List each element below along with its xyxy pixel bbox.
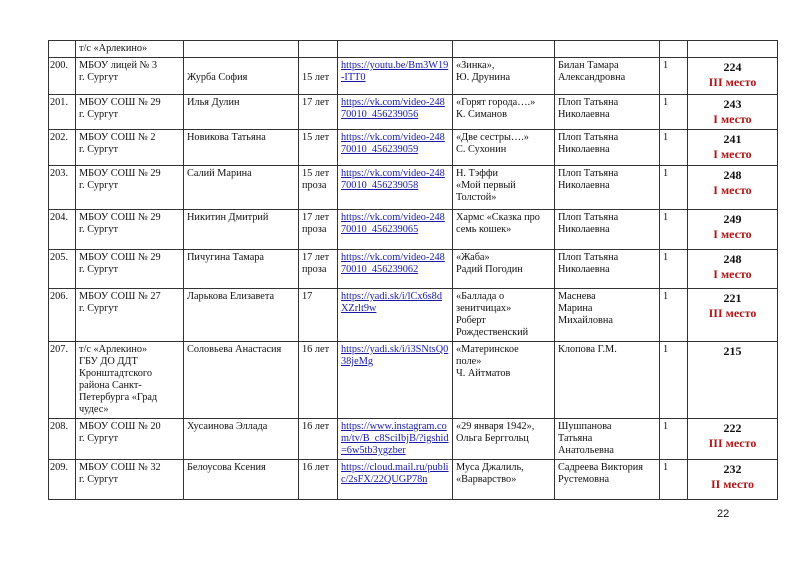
table-row	[49, 95, 778, 130]
count-cell: 1	[660, 289, 688, 342]
video-link[interactable]: https://vk.com/video-24870010_456239059	[341, 132, 445, 155]
row-number-cell: 202.	[49, 130, 76, 166]
teacher-cell: Билан Тамара Александровна	[555, 58, 660, 95]
participant-name-cell: Никитин Дмитрий	[184, 210, 299, 250]
work-title-cell: Муса Джалиль, «Варварство»	[453, 460, 555, 500]
count-cell: 1	[660, 130, 688, 166]
age-cell: 15 лет проза	[299, 166, 338, 210]
teacher-cell: Плоп Татьяна Николаевна	[555, 250, 660, 289]
age-cell: 15 лет	[299, 130, 338, 166]
score-value: 243	[723, 97, 742, 111]
video-link-cell	[338, 342, 453, 419]
place-label: I место	[713, 267, 752, 281]
score-value: 232	[723, 462, 742, 476]
table-row	[49, 419, 778, 460]
table-row	[49, 342, 778, 419]
count-cell: 1	[660, 419, 688, 460]
page-number: 22	[717, 508, 730, 520]
teacher-cell	[555, 41, 660, 58]
video-link[interactable]: https://vk.com/video-24870010_456239058	[341, 168, 445, 191]
work-title-cell: «Зинка», Ю. Друнина	[453, 58, 555, 95]
score-cell	[688, 41, 778, 58]
video-link[interactable]: https://www.instagram.com/tv/B_c8SciIbjB/?igshid=6w5tb3ygzber	[341, 421, 449, 456]
participant-name-cell: Соловьева Анастасия	[184, 342, 299, 419]
row-number-cell: 208.	[49, 419, 76, 460]
score-value: 215	[723, 344, 742, 358]
results-table	[48, 40, 778, 500]
organization-cell: МБОУ СОШ № 29 г. Сургут	[76, 250, 184, 289]
age-cell: 17 лет проза	[299, 210, 338, 250]
work-title-cell: «Баллада о зенитчицах» Роберт Рождественский	[453, 289, 555, 342]
row-number-cell: 205.	[49, 250, 76, 289]
video-link-cell	[338, 250, 453, 289]
row-number-cell: 200.	[49, 58, 76, 95]
age-cell: 16 лет	[299, 342, 338, 419]
work-title-cell	[453, 41, 555, 58]
participant-name-cell: Салий Марина	[184, 166, 299, 210]
count-cell	[660, 41, 688, 58]
table-row	[49, 250, 778, 289]
score-value: 222	[723, 421, 742, 435]
organization-cell: МБОУ СОШ № 29 г. Сургут	[76, 166, 184, 210]
video-link-cell	[338, 289, 453, 342]
teacher-cell: Клопова Г.М.	[555, 342, 660, 419]
participant-name-cell: Хусаинова Эллада	[184, 419, 299, 460]
row-number-cell: 201.	[49, 95, 76, 130]
row-number-cell: 204.	[49, 210, 76, 250]
score-cell	[688, 95, 778, 130]
organization-cell: т/с «Арлекино»	[76, 41, 184, 58]
video-link-cell	[338, 210, 453, 250]
work-title-cell: Н. Тэффи «Мой первый Толстой»	[453, 166, 555, 210]
participant-name-cell	[184, 41, 299, 58]
count-cell: 1	[660, 95, 688, 130]
participant-name-cell: Новикова Татьяна	[184, 130, 299, 166]
table-row	[49, 58, 778, 95]
place-label: III место	[708, 75, 757, 89]
work-title-cell: «Жаба» Радий Погодин	[453, 250, 555, 289]
video-link[interactable]: https://yadi.sk/i/lCx6s8dXZrlt9w	[341, 291, 442, 314]
organization-cell: МБОУ СОШ № 27 г. Сургут	[76, 289, 184, 342]
participant-name-cell: Белоусова Ксения	[184, 460, 299, 500]
score-value: 248	[723, 168, 742, 182]
place-label: III место	[708, 306, 757, 320]
score-cell	[688, 342, 778, 419]
score-value: 248	[723, 252, 742, 266]
count-cell: 1	[660, 250, 688, 289]
video-link-cell	[338, 460, 453, 500]
organization-cell: МБОУ СОШ № 29 г. Сургут	[76, 210, 184, 250]
participant-name-cell: Ларькова Елизавета	[184, 289, 299, 342]
teacher-cell: Плоп Татьяна Николаевна	[555, 210, 660, 250]
organization-cell: МБОУ СОШ № 29 г. Сургут	[76, 95, 184, 130]
table-row	[49, 210, 778, 250]
place-label: II место	[710, 477, 755, 491]
organization-cell: МБОУ лицей № 3 г. Сургут	[76, 58, 184, 95]
table-row	[49, 130, 778, 166]
count-cell: 1	[660, 166, 688, 210]
place-label: I место	[713, 227, 752, 241]
place-label: III место	[708, 436, 757, 450]
video-link[interactable]: https://cloud.mail.ru/public/2sFX/22QUGP78n	[341, 462, 449, 485]
score-value: 221	[723, 291, 742, 305]
video-link[interactable]: https://vk.com/video-24870010_456239056	[341, 97, 445, 120]
age-cell: 16 лет	[299, 460, 338, 500]
teacher-cell: Садреева Виктория Рустемовна	[555, 460, 660, 500]
place-label: I место	[713, 147, 752, 161]
score-cell	[688, 289, 778, 342]
place-label: I место	[713, 183, 752, 197]
age-cell: 16 лет	[299, 419, 338, 460]
count-cell: 1	[660, 342, 688, 419]
count-cell: 1	[660, 58, 688, 95]
count-cell: 1	[660, 210, 688, 250]
work-title-cell: «Материнское поле» Ч. Айтматов	[453, 342, 555, 419]
score-cell	[688, 250, 778, 289]
row-number-cell	[49, 41, 76, 58]
teacher-cell: Маснева Марина Михайловна	[555, 289, 660, 342]
score-cell	[688, 460, 778, 500]
age-cell	[299, 41, 338, 58]
work-title-cell: «Две сестры….» С. Сухонин	[453, 130, 555, 166]
video-link-cell	[338, 58, 453, 95]
video-link[interactable]: https://youtu.be/Bm3W19-ITT0	[341, 60, 449, 83]
participant-name-cell: Илья Дулин	[184, 95, 299, 130]
video-link-cell	[338, 130, 453, 166]
organization-cell: т/с «Арлекино» ГБУ ДО ДДТ Кронштадтского района Санкт- Петербурга «Град чудес»	[76, 342, 184, 419]
participant-name-cell: Журба София	[184, 58, 299, 95]
score-value: 224	[723, 60, 742, 74]
organization-cell: МБОУ СОШ № 32 г. Сургут	[76, 460, 184, 500]
video-link[interactable]: https://yadi.sk/i/i3SNtsQ038jeMg	[341, 344, 449, 367]
score-cell	[688, 210, 778, 250]
work-title-cell: Хармс «Сказка про семь кошек»	[453, 210, 555, 250]
score-cell	[688, 130, 778, 166]
video-link-cell	[338, 95, 453, 130]
score-cell	[688, 58, 778, 95]
work-title-cell: «29 января 1942», Ольга Берггольц	[453, 419, 555, 460]
table-row	[49, 289, 778, 342]
age-cell: 15 лет	[299, 58, 338, 95]
row-number-cell: 206.	[49, 289, 76, 342]
score-value: 249	[723, 212, 742, 226]
score-cell	[688, 419, 778, 460]
table-row	[49, 460, 778, 500]
video-link-cell	[338, 419, 453, 460]
video-link[interactable]: https://vk.com/video-24870010_456239065	[341, 212, 445, 235]
video-link-cell	[338, 166, 453, 210]
table-row	[49, 41, 778, 58]
teacher-cell: Шушпанова Татьяна Анатольевна	[555, 419, 660, 460]
table-row	[49, 166, 778, 210]
age-cell: 17	[299, 289, 338, 342]
count-cell: 1	[660, 460, 688, 500]
score-value: 241	[723, 132, 742, 146]
participant-name-cell: Пичугина Тамара	[184, 250, 299, 289]
teacher-cell: Плоп Татьяна Николаевна	[555, 95, 660, 130]
organization-cell: МБОУ СОШ № 2 г. Сургут	[76, 130, 184, 166]
video-link-cell	[338, 41, 453, 58]
organization-cell: МБОУ СОШ № 20 г. Сургут	[76, 419, 184, 460]
row-number-cell: 209.	[49, 460, 76, 500]
row-number-cell: 203.	[49, 166, 76, 210]
work-title-cell: «Горят города….» К. Симанов	[453, 95, 555, 130]
place-label: I место	[713, 112, 752, 126]
score-cell	[688, 166, 778, 210]
age-cell: 17 лет проза	[299, 250, 338, 289]
video-link[interactable]: https://vk.com/video-24870010_456239062	[341, 252, 445, 275]
age-cell: 17 лет	[299, 95, 338, 130]
teacher-cell: Плоп Татьяна Николаевна	[555, 130, 660, 166]
row-number-cell: 207.	[49, 342, 76, 419]
teacher-cell: Плоп Татьяна Николаевна	[555, 166, 660, 210]
